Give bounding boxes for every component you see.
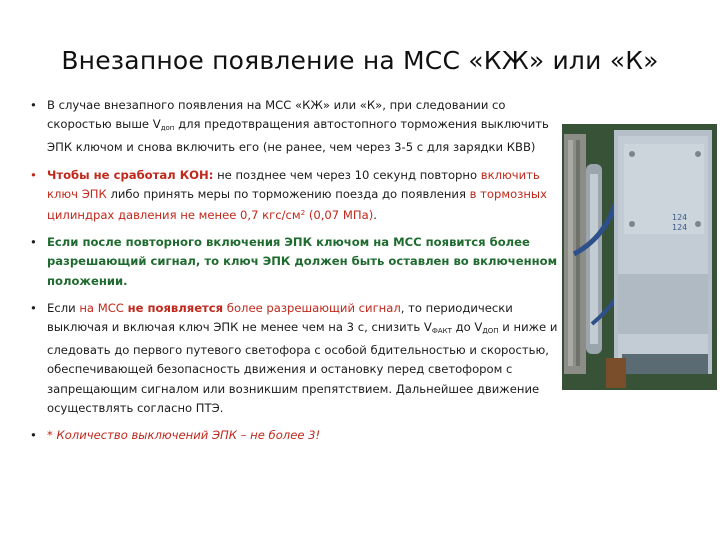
b4-text-2: на МСС <box>79 300 128 315</box>
handwriting-1: 124 <box>672 213 688 222</box>
bullet-dot: • <box>30 428 37 443</box>
b4-text-4: более разрешающий сигнал <box>223 300 401 315</box>
b2-text-5: (0,07 МПа) <box>305 208 374 223</box>
b3-text: Если после повторного включения ЭПК ключом на МСС появится более разрешающий сигнал, то ключ ЭПК должен быть оставлен во включенном положении. <box>47 235 558 288</box>
bullet-dot: • <box>30 98 37 112</box>
bullet-dot: • <box>30 300 37 315</box>
b2-text-3: либо принять меры по торможению поезда до появления <box>106 186 470 201</box>
bullet-item-4 <box>30 299 558 418</box>
b1-text-1: В случае внезапного появления на МСС «КЖ» или «К», при следовании со скоростью выше V <box>47 98 506 132</box>
slide-title: Внезапное появление на МСС «КЖ» или «К» <box>61 46 659 75</box>
b2-text-4: в тормозных цилиндрах давления не менее 0,7 кгс/см <box>47 186 547 223</box>
bullet-item-5 <box>30 426 558 445</box>
b4-text-7: и ниже и следовать до первого путевого светофора с особой бдительностью и скоростью, обеспечивающей безопасность движения и остановку перед светофором с запрещающим сигналом или возникшим препятствием. Дальнейшее движение осуществлять согласно ПТЭ. <box>47 320 558 415</box>
b4-sub-dop: ДОП <box>482 327 499 336</box>
b1-text-2: для предотвращения автостопного торможения выключить ЭПК ключом и снова включить его (не ранее, чем через 3-5 с для зарядки КВВ) <box>47 117 549 155</box>
b2-text-1: не позднее чем через 10 секунд повторно <box>213 167 481 182</box>
bullet-item-2 <box>30 166 558 226</box>
b2-lead: Чтобы не сработал КОН: <box>47 167 214 182</box>
b4-sub-fakt: ФАКТ <box>431 327 452 336</box>
b5-text: * Количество выключений ЭПК – не более 3! <box>47 428 321 443</box>
bullet-dot: • <box>30 167 37 182</box>
b4-text-1: Если <box>47 300 80 315</box>
epk-device-photo <box>562 124 717 390</box>
b2-text-6: . <box>373 208 377 223</box>
b4-text-3: не появляется <box>127 300 224 315</box>
bullet-dot: • <box>30 235 37 250</box>
b2-text-2: включить ключ ЭПК <box>47 167 540 201</box>
bullet-item-3 <box>30 233 558 291</box>
b1-sub-dop: доп <box>160 124 175 133</box>
b2-sup: 2 <box>300 209 306 218</box>
bullet-item-1 <box>30 96 558 158</box>
device-illustration <box>562 124 717 390</box>
b4-text-5: , то периодически выключая и включая ключ ЭПК не менее чем на 3 с, снизить V <box>47 300 513 335</box>
bullet-list <box>30 96 558 453</box>
handwriting-2: 124 <box>672 223 688 232</box>
b4-text-6: до V <box>451 320 483 335</box>
